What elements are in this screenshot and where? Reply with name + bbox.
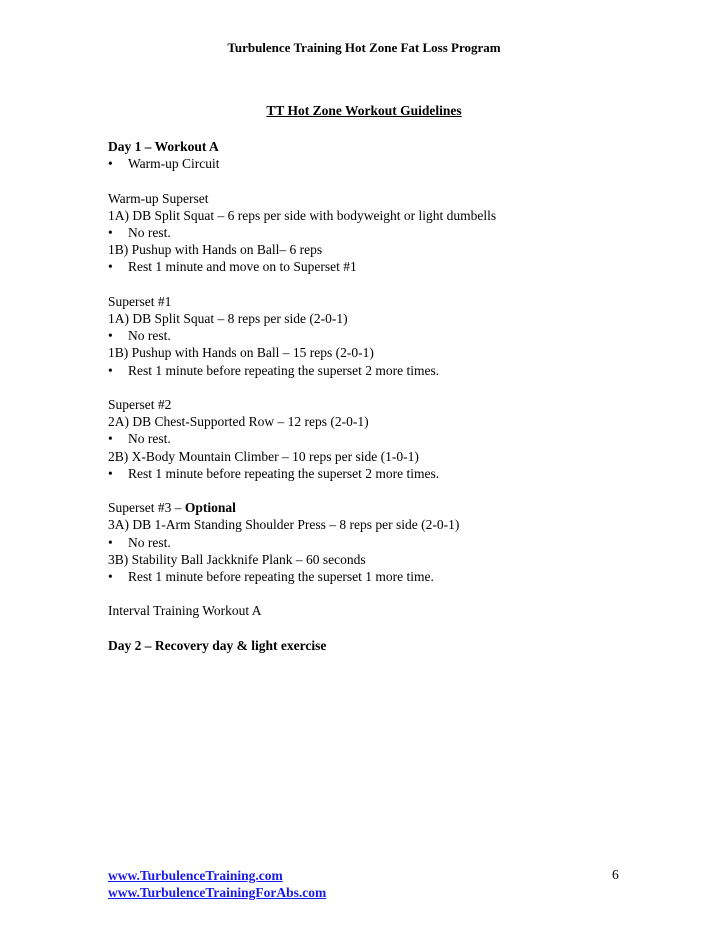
bullet-item <box>108 224 668 241</box>
bullet-icon: • <box>108 328 113 344</box>
bullet-item <box>108 568 668 585</box>
bullet-text: No rest. <box>128 431 171 447</box>
superset3-heading <box>108 499 668 516</box>
bullet-icon: • <box>108 465 113 481</box>
bullet-item <box>108 327 668 344</box>
interval-training-line: Interval Training Workout A <box>108 603 262 619</box>
exercise-line: 1A) DB Split Squat – 6 reps per side with bodyweight or light dumbells <box>108 207 497 223</box>
bullet-text: No rest. <box>128 225 171 240</box>
superset2-heading: Superset #2 <box>108 397 172 412</box>
bullet-text: Rest 1 minute before repeating the superset 1 more time. <box>128 569 434 585</box>
bullet-item <box>108 465 668 482</box>
warmup-heading: Warm-up Superset <box>108 190 209 206</box>
bullet-text: No rest. <box>128 534 171 550</box>
exercise-line: 2A) DB Chest-Supported Row – 12 reps (2-0-1) <box>108 414 369 430</box>
bullet-icon: • <box>108 156 113 172</box>
bullet-icon: • <box>108 225 113 240</box>
turbulence-training-link[interactable]: www.TurbulenceTraining.com <box>108 868 283 883</box>
superset1-heading: Superset #1 <box>108 293 172 309</box>
document-title: TT Hot Zone Workout Guidelines <box>266 103 462 118</box>
document-body <box>108 138 668 654</box>
bullet-text: Rest 1 minute and move on to Superset #1 <box>128 259 357 275</box>
day1-heading: Day 1 – Workout A <box>108 139 219 154</box>
bullet-icon: • <box>108 259 113 275</box>
optional-label: Optional <box>184 500 236 516</box>
bullet-text: No rest. <box>128 328 171 344</box>
exercise-line: 2B) X-Body Mountain Climber – 10 reps per side (1-0-1) <box>108 448 419 464</box>
bullet-item <box>108 155 668 172</box>
exercise-line: 3B) Stability Ball Jackknife Plank – 60 seconds <box>108 551 366 567</box>
turbulence-training-abs-link[interactable]: www.TurbulenceTrainingForAbs.com <box>108 885 327 900</box>
bullet-item <box>108 362 668 379</box>
bullet-item <box>108 258 668 275</box>
exercise-line: 3A) DB 1-Arm Standing Shoulder Press – 8 reps per side (2-0-1) <box>108 517 460 533</box>
day2-heading: Day 2 – Recovery day & light exercise <box>108 637 327 653</box>
bullet-text: Warm-up Circuit <box>128 156 220 172</box>
bullet-icon: • <box>108 534 113 550</box>
exercise-line: 1B) Pushup with Hands on Ball– 6 reps <box>108 242 323 258</box>
bullet-text: Rest 1 minute before repeating the superset 2 more times. <box>128 362 440 378</box>
bullet-item <box>108 534 668 551</box>
bullet-icon: • <box>108 569 113 585</box>
page-header: Turbulence Training Hot Zone Fat Loss Program <box>227 40 501 55</box>
footer-links <box>108 867 326 901</box>
bullet-text: Rest 1 minute before repeating the superset 2 more times. <box>128 465 440 481</box>
superset3-heading-prefix: Superset #3 – <box>108 500 185 516</box>
bullet-icon: • <box>108 362 113 378</box>
page-number: 6 <box>612 867 619 882</box>
bullet-icon: • <box>108 431 113 447</box>
bullet-item <box>108 430 668 447</box>
exercise-line: 1B) Pushup with Hands on Ball – 15 reps (2-0-1) <box>108 345 374 361</box>
exercise-line: 1A) DB Split Squat – 8 reps per side (2-0-1) <box>108 311 348 326</box>
